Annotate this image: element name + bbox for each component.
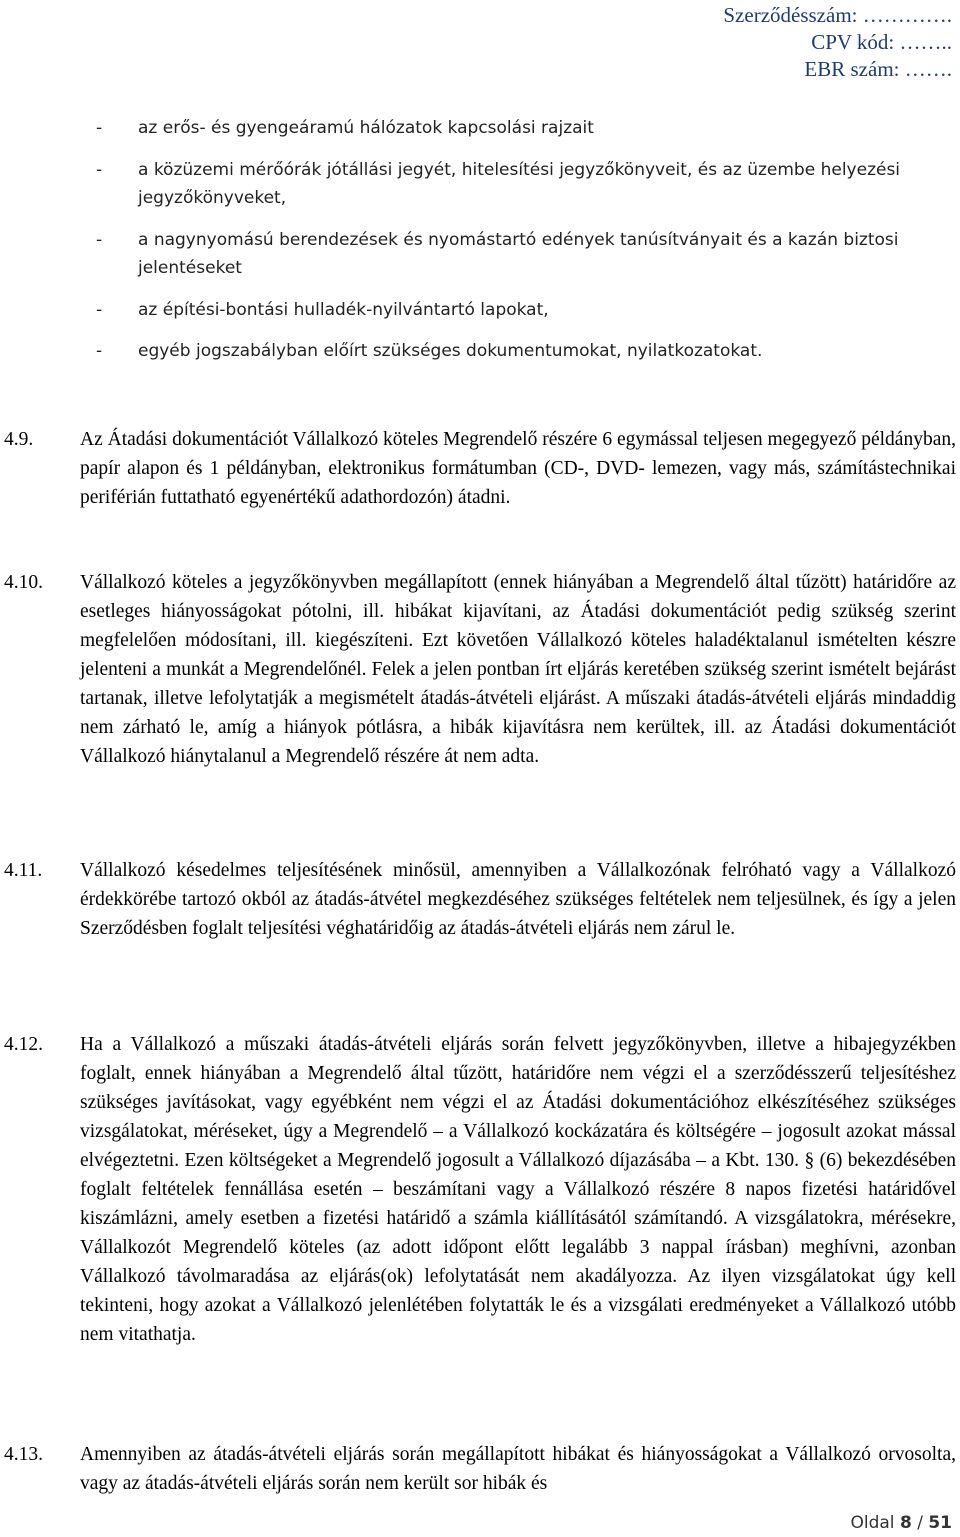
section-number: 4.10. [4,572,43,593]
current-page: 8 [899,1513,912,1533]
dash-marker: - [96,341,103,361]
dash-marker: - [96,229,103,250]
list-item: - az építési-bontási hulladék-nyilvántartó lapokat, [96,296,958,325]
section-4-11 [0,856,956,943]
list-item: - a közüzemi mérőórák jótállási jegyét, hitelesítési jegyzőkönyveit, és az üzembe helyezési jegyzőkönyveket, [96,156,958,213]
section-text: Vállalkozó késedelmes teljesítésének minősül, amennyiben a Vállalkozónak felróható vagy a Vállalkozó érdekkörébe tartozó okból az átadás-átvétel megkezdéséhez szükséges feltételek nem teljesülnek, és így a jelen Szerződésben foglalt teljesítési véghatáridőig az átadás-átvételi eljárás nem zárul le. [80,860,956,939]
list-item: - az erős- és gyengeáramú hálózatok kapcsolási rajzait [96,114,958,143]
section-number: 4.11. [4,860,43,881]
section-text: Ha a Vállalkozó a műszaki átadás-átvételi eljárás során felvett jegyzőkönyvben, illetve a hibajegyzékben foglalt, ennek hiányában a Megrendelő által tűzött, határidőre nem végzi el a szerződésszerű teljesítéshez szükséges javításokat, vagy egyébként nem végzi el az Átadási dokumentációhoz elkészítéséhez szükséges vizsgálatokat, méréseket, úgy a Megrendelő – a Vállalkozó kockázatára és költségére – jogosult azokat mással elvégeztetni. Ezen költségeket a Megrendelő jogosult a Vállalkozó díjazásába – a Kbt. 130. § (6) bekezdésében foglalt feltételek fennállása esetén – beszámítani vagy a Vállalkozó részére 8 napos fizetési határidővel kiszámlázni, amely esetben a fizetési határidő a számla kiállításától számítandó. A vizsgálatokra, mérésekre, Vállalkozót Megrendelő köteles (az adott időpont előtt legalább 3 nappal írásban) meghívni, azonban Vállalkozó távolmaradása az eljárás(ok) lefolytatását nem akadályozza. Az ilyen vizsgálatokat úgy kell tekinteni, hogy azokat a Vállalkozó jelenlétében folytatták le és a vizsgálati eredményeket a Vállalkozó utóbb nem vitathatja. [80,1034,956,1345]
contract-number: Szerződésszám: …………. [723,3,952,27]
dash-marker: - [96,118,103,138]
dash-marker: - [96,299,103,320]
section-number: 4.9. [4,429,34,450]
section-4-13 [0,1440,956,1498]
cpv-code: CPV kód: …….. [811,30,952,54]
section-4-12 [0,1030,956,1349]
section-4-10 [0,568,956,771]
section-4-9 [0,425,956,512]
section-number: 4.13. [4,1444,43,1465]
list-item: - egyéb jogszabályban előírt szükséges dokumentumokat, nyilatkozatokat. [96,337,958,366]
dash-marker: - [96,159,103,180]
total-pages: 51 [928,1513,952,1533]
ebr-number: EBR szám: ……. [804,57,952,81]
document-list [96,114,958,379]
list-item: - a nagynyomású berendezések és nyomástartó edények tanúsítványait és a kazán biztosi jelentéseket [96,226,958,283]
section-text: Az Átadási dokumentációt Vállalkozó köteles Megrendelő részére 6 egymással teljesen megegyező példányban, papír alapon és 1 példányban, elektronikus formátumban (CD-, DVD- lemezen, vagy más, számítástechnikai periférián futtatható egyenértékű adathordozón) átadni. [80,429,956,508]
section-number: 4.12. [4,1034,43,1055]
section-text: Vállalkozó köteles a jegyzőkönyvben megállapított (ennek hiányában a Megrendelő által tűzött) határidőre az esetleges hiányosságokat pótolni, ill. hibákat kijavítani, az Átadási dokumentációt pedig szükség szerint megfelelően módosítani, ill. kiegészíteni. Ezt követően Vállalkozó köteles haladéktalanul ismételten készre jelenteni a munkát a Megrendelőnél. Felek a jelen pontban írt eljárás keretében szükség szerint ismételt bejárást tartanak, illetve lefolytatják a megismételt átadás-átvételi eljárást. A műszaki átadás-átvételi eljárás mindaddig nem zárható le, amíg a hiányok pótlásra, a hibák kijavításra nem kerültek, ill. az Átadási dokumentációt Vállalkozó hiánytalanul a Megrendelő részére át nem adta. [80,572,956,767]
document-header [723,2,952,83]
page-number: Oldal 8 / 51 [850,1513,952,1533]
section-text: Amennyiben az átadás-átvételi eljárás során megállapított hibákat és hiányosságokat a Vállalkozó orvosolta, vagy az átadás-átvételi eljárás során nem került sor hibák és [80,1444,956,1494]
